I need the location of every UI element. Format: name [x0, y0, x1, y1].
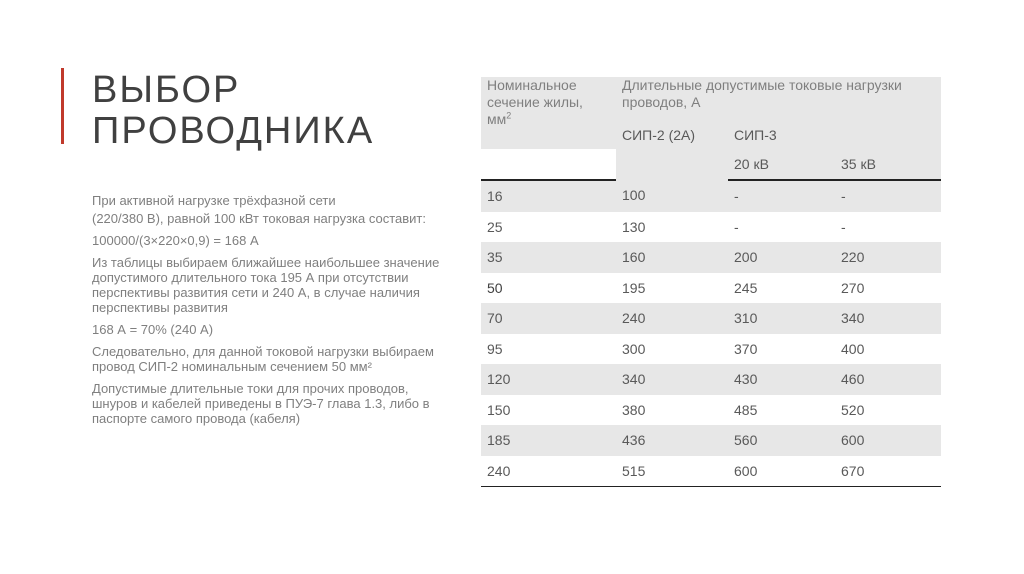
- table-row: [481, 273, 941, 304]
- paragraph-6: Следовательно, для данной токовой нагрузки выбираем провод СИП-2 номинальным сечением 50 мм²: [92, 344, 434, 374]
- paragraph-7: Допустимые длительные токи для прочих проводов, шнуров и кабелей приведены в ПУЭ-7 глава 1.3, либо в паспорте самого провода (кабеля): [92, 381, 430, 426]
- cell-cross-section: 185: [481, 425, 616, 456]
- table-row: [481, 242, 941, 273]
- cell-sip3-20kv: 245: [728, 273, 835, 304]
- cell-sip3-20kv: 560: [728, 425, 835, 456]
- cell-cross-section: 120: [481, 364, 616, 395]
- cell-cross-section: 35: [481, 242, 616, 273]
- table-row: [481, 212, 941, 243]
- cell-sip3-35kv: 270: [835, 273, 941, 304]
- cell-sip2: 130: [616, 212, 728, 243]
- header-cross-section: [481, 77, 616, 149]
- cell-sip3-35kv: 520: [835, 395, 941, 426]
- cell-sip3-20kv: 370: [728, 334, 835, 365]
- cell-sip3-35kv: 460: [835, 364, 941, 395]
- title-line-1: ВЫБОР: [92, 69, 241, 111]
- table-row: [481, 456, 941, 487]
- cell-sip2: 195: [616, 273, 728, 304]
- cell-sip3-20kv: 600: [728, 456, 835, 487]
- header-current-loads: Длительные допустимые токовые нагрузки проводов, А: [616, 77, 941, 121]
- header-sip2: СИП-2 (2А): [616, 121, 728, 180]
- cell-sip3-20kv: -: [728, 212, 835, 243]
- cell-sip3-20kv: -: [728, 180, 835, 212]
- paragraph-2: (220/380 В), равной 100 кВт токовая нагрузка составит:: [92, 211, 427, 226]
- cell-cross-section: 240: [481, 456, 616, 487]
- cell-sip3-35kv: 670: [835, 456, 941, 487]
- cell-sip3-35kv: 340: [835, 303, 941, 334]
- header-cross-section-label: Номинальное сечение жилы, мм: [487, 77, 583, 127]
- title-line-2: ПРОВОДНИКА: [92, 110, 375, 152]
- cell-sip3-20kv: 200: [728, 242, 835, 273]
- cell-sip3-35kv: 600: [835, 425, 941, 456]
- table-row: [481, 303, 941, 334]
- cell-sip2: 436: [616, 425, 728, 456]
- page-title: [92, 70, 374, 152]
- header-35kv: 35 кВ: [835, 149, 941, 180]
- current-load-table: [481, 77, 941, 487]
- cell-cross-section: 70: [481, 303, 616, 334]
- cell-sip3-35kv: -: [835, 180, 941, 212]
- paragraph-3: 100000/(3×220×0,9) = 168 А: [92, 233, 259, 248]
- cell-sip2: 340: [616, 364, 728, 395]
- cell-sip3-35kv: -: [835, 212, 941, 243]
- header-cross-section-sup: 2: [506, 110, 512, 121]
- body-text: [92, 193, 452, 433]
- cell-sip2: 515: [616, 456, 728, 487]
- cell-cross-section: 25: [481, 212, 616, 243]
- cell-cross-section: 95: [481, 334, 616, 365]
- cell-cross-section: 50: [481, 273, 616, 304]
- header-20kv: 20 кВ: [728, 149, 835, 180]
- paragraph-4: Из таблицы выбираем ближайшее наибольшее значение допустимого длительного тока 195 А при отсутствии перспективы развития сети и 240 А, в случае наличия перспективы развития: [92, 255, 440, 315]
- table-row: [481, 364, 941, 395]
- header-blank: [481, 149, 616, 180]
- cell-sip2: 240: [616, 303, 728, 334]
- cell-cross-section: 16: [481, 180, 616, 212]
- table-body: [481, 180, 941, 487]
- cell-sip2: 160: [616, 242, 728, 273]
- cell-sip2: 300: [616, 334, 728, 365]
- cell-sip3-35kv: 220: [835, 242, 941, 273]
- cell-sip3-20kv: 485: [728, 395, 835, 426]
- cell-sip2: 380: [616, 395, 728, 426]
- table-row: [481, 334, 941, 365]
- cell-sip3-20kv: 310: [728, 303, 835, 334]
- cell-sip2: 100: [616, 180, 728, 212]
- table-row: [481, 395, 941, 426]
- cell-cross-section: 150: [481, 395, 616, 426]
- paragraph-1: При активной нагрузке трёхфазной сети: [92, 193, 336, 208]
- cell-sip3-20kv: 430: [728, 364, 835, 395]
- accent-bar: [61, 68, 64, 144]
- table-row: [481, 180, 941, 212]
- table-row: [481, 425, 941, 456]
- header-sip3: СИП-3: [728, 121, 941, 149]
- paragraph-5: 168 А = 70% (240 А): [92, 322, 214, 337]
- cell-sip3-35kv: 400: [835, 334, 941, 365]
